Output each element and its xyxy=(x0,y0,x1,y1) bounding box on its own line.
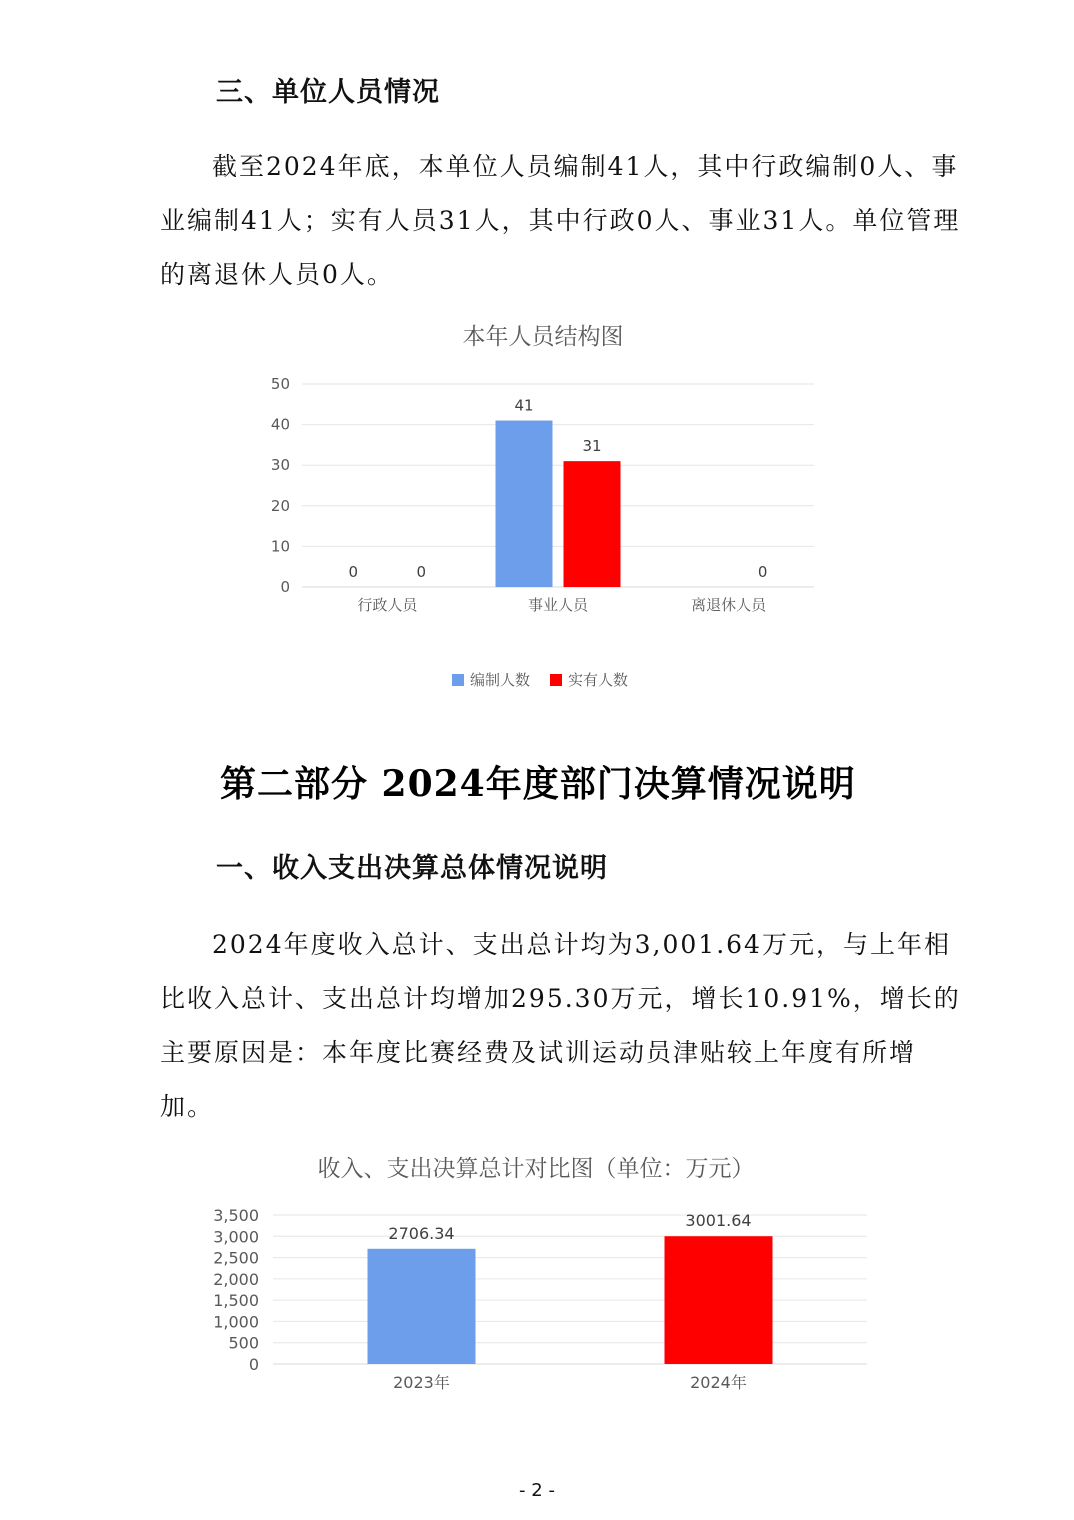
y-tick-label: 2,000 xyxy=(213,1269,259,1289)
y-tick-label: 0 xyxy=(248,1355,259,1374)
y-tick-label: 3,000 xyxy=(213,1227,259,1247)
data-label: 41 xyxy=(514,396,534,415)
x-tick-label: 2023年 xyxy=(393,1373,450,1392)
data-label: 0 xyxy=(348,563,359,581)
legend-swatch xyxy=(550,674,562,686)
page-number: - 2 - xyxy=(519,1480,555,1501)
y-tick-label: 20 xyxy=(270,496,290,515)
bar xyxy=(564,461,621,587)
paragraph-line: 主要原因是：本年度比赛经费及试训运动员津贴较上年度有所增 xyxy=(160,1038,917,1067)
y-tick-label: 1,000 xyxy=(213,1312,259,1332)
budget-paragraph xyxy=(160,918,961,1134)
section-heading: 三、单位人员情况 xyxy=(216,77,440,108)
legend-label: 实有人数 xyxy=(568,671,629,689)
paragraph-line: 的离退休人员0人。 xyxy=(160,260,394,289)
y-tick-label: 50 xyxy=(270,375,290,393)
section-heading: 一、收入支出决算总体情况说明 xyxy=(216,853,608,884)
y-tick-label: 500 xyxy=(228,1333,259,1353)
staff-structure-chart xyxy=(240,365,850,705)
paragraph-line: 加。 xyxy=(160,1092,215,1121)
chart-title: 收入、支出决算总计对比图（单位：万元） xyxy=(317,1156,755,1182)
paragraph-line: 比收入总计、支出总计均增加295.30万元，增长10.91%，增长的 xyxy=(160,984,961,1013)
y-tick-label: 40 xyxy=(270,415,290,434)
y-tick-label: 3,500 xyxy=(213,1206,259,1225)
x-tick-label: 离退休人员 xyxy=(691,596,767,614)
data-label: 2706.34 xyxy=(388,1223,455,1243)
x-tick-label: 2024年 xyxy=(690,1373,747,1392)
x-tick-label: 行政人员 xyxy=(357,596,418,614)
y-tick-label: 10 xyxy=(270,537,290,556)
bar xyxy=(496,421,553,587)
y-tick-label: 30 xyxy=(270,456,290,475)
y-tick-label: 2,500 xyxy=(213,1248,259,1268)
chart-title: 本年人员结构图 xyxy=(462,324,624,350)
income-expense-chart xyxy=(195,1200,885,1400)
data-label: 0 xyxy=(757,563,768,581)
y-tick-label: 0 xyxy=(280,578,290,596)
paragraph-line: 业编制41人；实有人员31人，其中行政0人、事业31人。单位管理 xyxy=(160,206,961,235)
paragraph-line: 截至2024年底，本单位人员编制41人，其中行政编制0人、事 xyxy=(212,152,959,181)
x-tick-label: 事业人员 xyxy=(527,596,589,614)
data-label: 0 xyxy=(416,563,427,581)
data-label: 3001.64 xyxy=(685,1211,752,1231)
legend-swatch xyxy=(452,674,464,686)
paragraph-line: 2024年度收入总计、支出总计均为3,001.64万元，与上年相 xyxy=(212,930,951,959)
data-label: 31 xyxy=(582,437,602,456)
legend-label: 编制人数 xyxy=(470,671,531,689)
staffing-paragraph xyxy=(160,140,961,302)
bar xyxy=(368,1249,476,1364)
bar xyxy=(665,1236,773,1364)
y-tick-label: 1,500 xyxy=(213,1291,259,1311)
part-title: 第二部分 2024年度部门决算情况说明 xyxy=(220,763,856,805)
